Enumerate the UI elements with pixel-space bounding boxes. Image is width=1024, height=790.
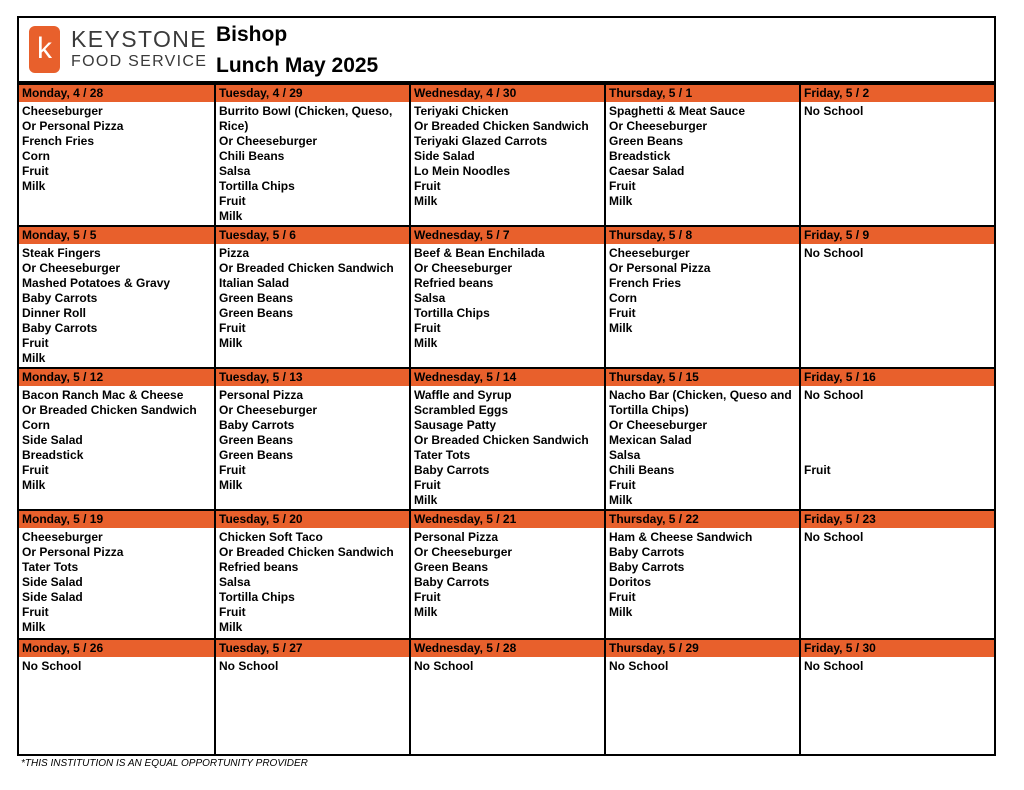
menu-item: Fruit [414,478,441,492]
menu-items [219,659,407,674]
menu-item: No School [804,246,864,260]
menu-item: Fruit [219,463,246,477]
day-cell [409,369,604,509]
menu-item: Fruit [219,194,246,208]
menu-item: Mashed Potatoes & Gravy [22,276,171,290]
day-cell [214,227,409,367]
menu-item: Side Salad [22,433,83,447]
day-label: Thursday, 5 / 15 [609,370,699,384]
menu-item: Sausage Patty [414,418,497,432]
menu-item: Side Salad [22,575,83,589]
menu-item: Tater Tots [414,448,471,462]
day-cell [19,369,214,509]
menu-item: Fruit [22,164,49,178]
menu-items [804,659,992,674]
day-label: Friday, 5 / 23 [804,512,876,526]
menu-item: Milk [219,336,243,350]
menu-item: Green Beans [414,560,489,574]
menu-item: No School [22,659,82,673]
menu-item: No School [414,659,474,673]
menu-items [414,530,602,620]
menu-calendar [17,16,996,756]
menu-item: Fruit [414,590,441,604]
menu-items [414,104,602,209]
menu-items [804,246,992,261]
menu-items [22,388,212,493]
menu-item: Italian Salad [219,276,290,290]
menu-item: Chili Beans [609,463,675,477]
week-row [19,85,994,225]
menu-item: No School [804,530,864,544]
day-label: Wednesday, 5 / 7 [414,228,510,242]
day-cell [214,640,409,756]
menu-item: Chicken Soft Taco [219,530,323,544]
day-label: Monday, 5 / 5 [22,228,97,242]
menu-item: Or Cheeseburger [609,418,708,432]
menu-item: No School [804,104,864,118]
menu-item: Milk [609,493,633,507]
menu-item: Lo Mein Noodles [414,164,510,178]
menu-item [804,403,992,418]
day-cell [604,511,799,638]
menu-item: Milk [414,493,438,507]
day-cell [214,85,409,225]
footnote: *THIS INSTITUTION IS AN EQUAL OPPORTUNITY PROVIDER [21,758,308,769]
day-label: Monday, 5 / 19 [22,512,104,526]
menu-items [414,659,602,674]
menu-item: Breadstick [22,448,84,462]
page-title: Lunch May 2025 [216,54,379,77]
menu-item: No School [804,659,864,673]
menu-item: Scrambled Eggs [414,403,509,417]
day-label: Thursday, 5 / 8 [609,228,693,242]
day-cell [19,227,214,367]
logo-text-food-service: FOOD SERVICE [71,53,208,70]
logo-letter: k [37,32,52,65]
menu-item: Green Beans [219,433,294,447]
menu-header [19,18,994,81]
day-label: Friday, 5 / 30 [804,641,876,655]
menu-item: Refried beans [219,560,299,574]
keystone-logo-icon [29,26,60,73]
menu-item: Milk [414,605,438,619]
day-cell [409,227,604,367]
menu-item: Side Salad [414,149,475,163]
day-cell [19,85,214,225]
day-cell [409,511,604,638]
menu-item: Milk [22,620,46,634]
menu-item: Tater Tots [22,560,79,574]
menu-item: No School [804,388,864,402]
menu-item: Or Cheeseburger [414,261,513,275]
day-label: Tuesday, 5 / 13 [219,370,303,384]
menu-item: Tortilla Chips [414,306,490,320]
menu-item: Or Cheeseburger [219,134,318,148]
day-cell [214,369,409,509]
school-name: Bishop [216,23,288,46]
day-cell [799,640,994,756]
menu-item: Milk [22,179,46,193]
day-label: Wednesday, 5 / 14 [414,370,517,384]
menu-item: Or Cheeseburger [609,119,708,133]
menu-item: Baby Carrots [414,575,490,589]
menu-item: Tortilla Chips [219,179,295,193]
day-label: Tuesday, 5 / 27 [219,641,303,655]
menu-item: Tortilla Chips [219,590,295,604]
day-cell [19,640,214,756]
menu-item: Cheeseburger [22,104,103,118]
menu-items [22,530,212,635]
menu-item: Milk [609,321,633,335]
day-cell [19,511,214,638]
day-cell [409,85,604,225]
menu-item: French Fries [609,276,682,290]
day-label: Wednesday, 5 / 21 [414,512,517,526]
day-cell [799,369,994,509]
menu-item: Baby Carrots [609,545,685,559]
menu-items [22,659,212,674]
menu-items [609,388,797,508]
day-cell [409,640,604,756]
day-cell [214,511,409,638]
menu-item: Mexican Salad [609,433,692,447]
menu-item: No School [609,659,669,673]
menu-item [804,433,992,448]
menu-item: Salsa [609,448,641,462]
menu-item: Steak Fingers [22,246,101,260]
day-cell [799,227,994,367]
day-label: Thursday, 5 / 29 [609,641,699,655]
day-cell [604,85,799,225]
menu-item: Fruit [22,336,49,350]
menu-item: Nacho Bar (Chicken, Queso and Tortilla Chips) [609,388,792,417]
menu-item: Milk [609,194,633,208]
menu-item [804,448,992,463]
menu-item: Refried beans [414,276,494,290]
day-label: Wednesday, 4 / 30 [414,86,517,100]
menu-item: Green Beans [219,448,294,462]
menu-item: Teriyaki Glazed Carrots [414,134,548,148]
logo-text-keystone: KEYSTONE [71,26,208,52]
menu-item: Fruit [804,463,831,477]
menu-item: Salsa [414,291,446,305]
menu-item: Salsa [219,164,251,178]
menu-items [22,104,212,194]
menu-item: Fruit [22,605,49,619]
day-label: Tuesday, 4 / 29 [219,86,303,100]
menu-item: Or Cheeseburger [219,403,318,417]
menu-items [414,388,602,508]
menu-items [609,659,797,674]
day-label: Monday, 4 / 28 [22,86,104,100]
menu-item: Fruit [609,478,636,492]
menu-item: Or Cheeseburger [414,545,513,559]
day-cell [604,227,799,367]
menu-item: Teriyaki Chicken [414,104,509,118]
menu-item: Baby Carrots [22,321,98,335]
week-row [19,511,994,638]
day-cell [604,369,799,509]
day-label: Tuesday, 5 / 20 [219,512,303,526]
day-label: Monday, 5 / 26 [22,641,104,655]
day-cell [799,85,994,225]
menu-item: Doritos [609,575,651,589]
day-label: Monday, 5 / 12 [22,370,104,384]
menu-item: Milk [22,351,46,365]
day-label: Friday, 5 / 9 [804,228,870,242]
menu-items [609,104,797,209]
menu-items [219,104,407,224]
menu-items [804,388,992,478]
menu-item [804,418,992,433]
menu-item: Waffle and Syrup [414,388,512,402]
menu-item: Milk [219,620,243,634]
menu-item: Or Breaded Chicken Sandwich [414,119,589,133]
menu-item: Fruit [414,321,441,335]
menu-items [414,246,602,351]
menu-item: Spaghetti & Meat Sauce [609,104,746,118]
menu-item: Ham & Cheese Sandwich [609,530,753,544]
menu-item: Or Breaded Chicken Sandwich [219,545,394,559]
menu-item: Personal Pizza [414,530,499,544]
menu-item: Fruit [414,179,441,193]
menu-item: Corn [22,418,50,432]
menu-item: Milk [609,605,633,619]
menu-item: Dinner Roll [22,306,87,320]
menu-items [804,104,992,119]
menu-item: Green Beans [609,134,684,148]
menu-item: Baby Carrots [414,463,490,477]
week-row [19,227,994,367]
menu-items [219,530,407,635]
menu-item: Beef & Bean Enchilada [414,246,545,260]
menu-item: Milk [22,478,46,492]
menu-item: Milk [414,336,438,350]
menu-item: Or Breaded Chicken Sandwich [414,433,589,447]
menu-item: Side Salad [22,590,83,604]
menu-item: French Fries [22,134,95,148]
menu-item: Pizza [219,246,250,260]
menu-item: Fruit [219,605,246,619]
day-label: Wednesday, 5 / 28 [414,641,517,655]
menu-item: Corn [609,291,637,305]
day-label: Friday, 5 / 16 [804,370,876,384]
day-cell [799,511,994,638]
menu-item: Chili Beans [219,149,285,163]
menu-items [609,246,797,336]
menu-items [609,530,797,620]
menu-item: Green Beans [219,291,294,305]
menu-item: Or Personal Pizza [609,261,711,275]
menu-item: Milk [219,209,243,223]
menu-items [22,246,212,366]
menu-item: Personal Pizza [219,388,304,402]
menu-item: Milk [219,478,243,492]
menu-item: Fruit [609,179,636,193]
menu-item: Breadstick [609,149,671,163]
menu-item: Bacon Ranch Mac & Cheese [22,388,184,402]
menu-item: Caesar Salad [609,164,685,178]
menu-item: Milk [414,194,438,208]
day-cell [604,640,799,756]
menu-item: Or Breaded Chicken Sandwich [219,261,394,275]
menu-item: Corn [22,149,50,163]
menu-item: Fruit [22,463,49,477]
menu-item: Or Personal Pizza [22,119,124,133]
day-label: Thursday, 5 / 1 [609,86,693,100]
menu-items [219,246,407,351]
menu-item: No School [219,659,279,673]
day-label: Tuesday, 5 / 6 [219,228,296,242]
menu-item: Burrito Bowl (Chicken, Queso, Rice) [219,104,393,133]
day-label: Friday, 5 / 2 [804,86,870,100]
week-row [19,369,994,509]
day-label: Thursday, 5 / 22 [609,512,699,526]
menu-item: Cheeseburger [22,530,103,544]
menu-items [219,388,407,493]
menu-item: Or Personal Pizza [22,545,124,559]
menu-item: Green Beans [219,306,294,320]
menu-item: Or Breaded Chicken Sandwich [22,403,197,417]
menu-item: Baby Carrots [219,418,295,432]
menu-item: Fruit [219,321,246,335]
menu-item: Baby Carrots [22,291,98,305]
menu-item: Fruit [609,590,636,604]
menu-item: Fruit [609,306,636,320]
menu-item: Or Cheeseburger [22,261,121,275]
week-row [19,640,994,756]
menu-item: Salsa [219,575,251,589]
menu-item: Cheeseburger [609,246,690,260]
menu-item: Baby Carrots [609,560,685,574]
menu-items [804,530,992,545]
